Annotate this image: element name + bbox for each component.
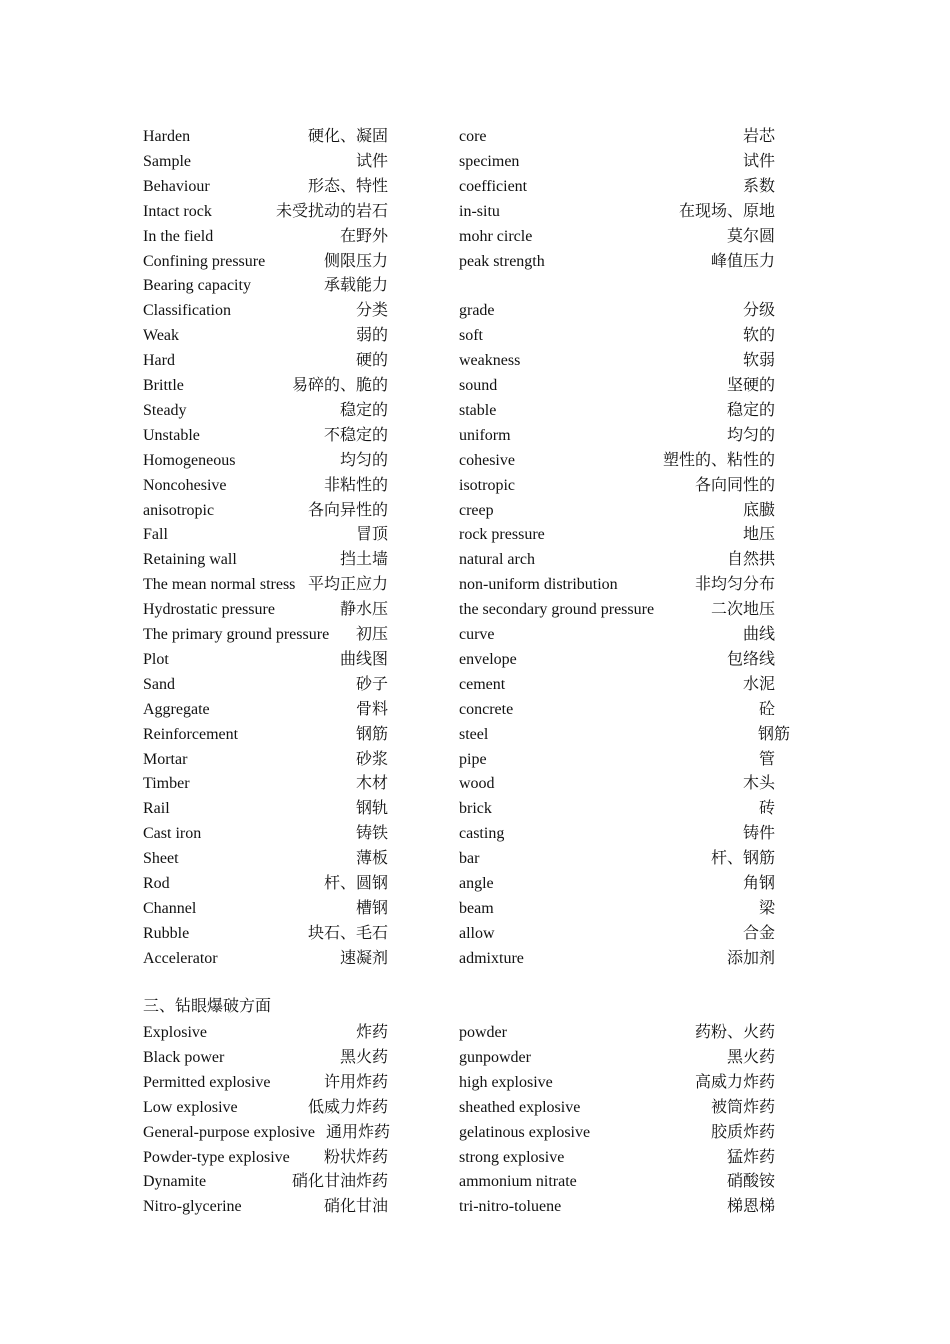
left-chinese-term: 黑火药 <box>339 1048 388 1066</box>
right-english-term: steel <box>459 725 489 743</box>
right-chinese-term: 木头 <box>742 775 775 793</box>
left-english-term: Channel <box>143 899 197 917</box>
right-chinese-term: 猛炸药 <box>726 1148 775 1166</box>
left-chinese-term: 许用炸药 <box>323 1073 388 1091</box>
left-chinese-term: 承载能力 <box>323 277 388 295</box>
glossary-row <box>0 847 950 872</box>
right-chinese-term: 在现场、原地 <box>678 202 775 220</box>
left-english-term: Aggregate <box>143 700 210 718</box>
right-chinese-term: 被筒炸药 <box>710 1098 775 1116</box>
glossary-row <box>0 523 950 548</box>
right-chinese-term: 钢筋 <box>757 725 790 743</box>
glossary-row <box>0 648 950 673</box>
left-english-term: Brittle <box>143 377 184 394</box>
glossary-row <box>0 250 950 275</box>
right-chinese-term: 软弱 <box>742 352 775 370</box>
left-chinese-term: 钢筋 <box>355 725 388 743</box>
right-chinese-term: 包络线 <box>726 650 775 668</box>
right-english-term: weakness <box>459 352 521 370</box>
right-english-term: creep <box>459 501 494 519</box>
left-english-term: Mortar <box>143 750 188 768</box>
glossary-row <box>0 573 950 598</box>
left-english-term: Accelerator <box>143 949 218 967</box>
right-english-term: angle <box>459 875 494 892</box>
left-chinese-term: 薄板 <box>355 850 388 868</box>
left-english-term: Behaviour <box>143 177 210 195</box>
glossary-row <box>0 299 950 324</box>
right-chinese-term: 自然拱 <box>726 551 775 569</box>
right-english-term: concrete <box>459 700 514 718</box>
right-english-term: non-uniform distribution <box>459 576 618 594</box>
left-chinese-term: 冒顶 <box>355 526 388 544</box>
right-chinese-term: 坚硬的 <box>726 377 775 394</box>
left-english-term: The mean normal stress <box>143 576 296 594</box>
left-english-term: Confining pressure <box>143 252 266 270</box>
glossary-row <box>0 175 950 200</box>
right-english-term: wood <box>459 775 495 793</box>
right-chinese-term: 峰值压力 <box>710 252 775 270</box>
left-english-term: Black power <box>143 1048 225 1066</box>
glossary-row <box>0 723 950 748</box>
left-chinese-term: 硬化、凝固 <box>307 128 388 145</box>
left-chinese-term: 易碎的、脆的 <box>291 377 388 394</box>
left-english-term: In the field <box>143 227 214 245</box>
glossary-row <box>0 424 950 449</box>
glossary-row <box>0 598 950 623</box>
right-chinese-term: 梯恩梯 <box>726 1198 775 1216</box>
left-english-term: Hard <box>143 352 175 370</box>
left-chinese-term: 通用炸药 <box>325 1123 390 1141</box>
right-english-term: high explosive <box>459 1073 553 1091</box>
right-english-term: gunpowder <box>459 1048 531 1066</box>
left-english-term: Explosive <box>143 1024 207 1041</box>
right-english-term: isotropic <box>459 476 515 494</box>
left-chinese-term: 硬的 <box>355 352 388 370</box>
right-english-term: strong explosive <box>459 1148 565 1166</box>
glossary-row <box>0 1146 950 1171</box>
left-chinese-term: 平均正应力 <box>307 576 388 594</box>
glossary-row <box>0 200 950 225</box>
glossary-row <box>0 449 950 474</box>
glossary-row <box>0 150 950 175</box>
glossary-row <box>0 947 950 972</box>
section-heading: 三、钻眼爆破方面 <box>143 998 272 1015</box>
right-english-term: rock pressure <box>459 526 545 544</box>
right-chinese-term: 莫尔圆 <box>726 227 775 245</box>
right-chinese-term: 系数 <box>742 177 775 195</box>
left-chinese-term: 粉状炸药 <box>323 1148 388 1166</box>
left-chinese-term: 炸药 <box>355 1024 388 1041</box>
right-english-term: in-situ <box>459 202 500 220</box>
left-chinese-term: 低威力炸药 <box>307 1098 388 1116</box>
left-chinese-term: 未受扰动的岩石 <box>275 202 388 220</box>
glossary-row <box>0 1021 950 1046</box>
left-chinese-term: 稳定的 <box>339 401 388 419</box>
left-english-term: Rail <box>143 800 170 818</box>
right-english-term: beam <box>459 899 494 917</box>
glossary-row <box>0 922 950 947</box>
right-english-term: cement <box>459 675 506 693</box>
glossary-row <box>0 324 950 349</box>
right-english-term: natural arch <box>459 551 535 569</box>
right-chinese-term: 塑性的、粘性的 <box>662 451 775 469</box>
left-chinese-term: 速凝剂 <box>339 949 388 967</box>
left-english-term: The primary ground pressure <box>143 626 330 643</box>
right-english-term: sheathed explosive <box>459 1098 581 1116</box>
left-english-term: Powder-type explosive <box>143 1148 290 1166</box>
right-chinese-term: 稳定的 <box>726 401 775 419</box>
left-chinese-term: 木材 <box>355 775 388 793</box>
left-chinese-term: 块石、毛石 <box>307 924 388 942</box>
right-english-term: core <box>459 128 487 145</box>
right-chinese-term: 各向同性的 <box>694 476 775 494</box>
left-chinese-term: 弱的 <box>355 327 388 345</box>
left-chinese-term: 铸铁 <box>355 825 388 843</box>
left-chinese-term: 砂浆 <box>355 750 388 768</box>
left-chinese-term: 在野外 <box>339 227 388 245</box>
right-english-term: admixture <box>459 949 524 967</box>
left-chinese-term: 挡土墙 <box>339 551 388 569</box>
right-english-term: bar <box>459 850 480 868</box>
left-english-term: Dynamite <box>143 1173 207 1191</box>
left-chinese-term: 均匀的 <box>339 451 388 469</box>
right-english-term: pipe <box>459 750 487 768</box>
glossary-row <box>0 499 950 524</box>
left-english-term: anisotropic <box>143 501 215 519</box>
glossary-row <box>0 399 950 424</box>
right-chinese-term: 管 <box>758 750 775 768</box>
left-english-term: General-purpose explosive <box>143 1123 315 1141</box>
right-english-term: specimen <box>459 152 520 170</box>
left-english-term: Bearing capacity <box>143 277 251 295</box>
left-chinese-term: 形态、特性 <box>307 177 388 195</box>
glossary-row <box>0 349 950 374</box>
right-chinese-term: 胶质炸药 <box>710 1123 775 1141</box>
right-chinese-term: 梁 <box>758 899 775 917</box>
right-english-term: tri-nitro-toluene <box>459 1198 562 1216</box>
left-english-term: Timber <box>143 775 190 793</box>
right-english-term: the secondary ground pressure <box>459 601 655 619</box>
glossary-row <box>0 225 950 250</box>
left-chinese-term: 硝化甘油 <box>323 1198 388 1216</box>
right-chinese-term: 二次地压 <box>710 601 775 619</box>
glossary-row <box>0 623 950 648</box>
right-chinese-term: 曲线 <box>742 626 775 643</box>
glossary-row <box>0 1195 950 1220</box>
left-english-term: Hydrostatic pressure <box>143 601 275 619</box>
left-chinese-term: 侧限压力 <box>323 252 388 270</box>
right-english-term: stable <box>459 401 497 419</box>
right-chinese-term: 试件 <box>742 152 775 170</box>
right-chinese-term: 底臌 <box>742 501 775 519</box>
right-english-term: casting <box>459 825 505 843</box>
glossary-row <box>0 125 950 150</box>
glossary-row <box>0 822 950 847</box>
left-english-term: Intact rock <box>143 202 212 220</box>
left-english-term: Unstable <box>143 426 200 444</box>
left-english-term: Weak <box>143 327 180 345</box>
right-chinese-term: 水泥 <box>742 675 775 693</box>
left-english-term: Sample <box>143 152 191 170</box>
right-chinese-term: 铸件 <box>742 825 775 843</box>
right-chinese-term: 药粉、火药 <box>694 1024 775 1041</box>
left-english-term: Harden <box>143 128 191 145</box>
left-english-term: Retaining wall <box>143 551 237 569</box>
right-english-term: peak strength <box>459 252 545 270</box>
right-english-term: curve <box>459 626 495 643</box>
glossary-row <box>0 748 950 773</box>
left-english-term: Permitted explosive <box>143 1073 271 1091</box>
right-english-term: grade <box>459 302 495 320</box>
glossary-row <box>0 673 950 698</box>
glossary-row <box>0 474 950 499</box>
left-chinese-term: 槽钢 <box>355 899 388 917</box>
left-english-term: Low explosive <box>143 1098 238 1116</box>
right-english-term: sound <box>459 377 498 394</box>
right-english-term: allow <box>459 924 495 942</box>
glossary-row <box>0 1046 950 1071</box>
left-english-term: Classification <box>143 302 231 320</box>
right-english-term: cohesive <box>459 451 515 469</box>
right-chinese-term: 砖 <box>758 800 775 818</box>
right-english-term: ammonium nitrate <box>459 1173 577 1191</box>
left-english-term: Noncohesive <box>143 476 227 494</box>
left-chinese-term: 静水压 <box>339 601 388 619</box>
right-english-term: powder <box>459 1024 507 1041</box>
left-chinese-term: 杆、圆钢 <box>323 875 388 892</box>
left-english-term: Fall <box>143 526 168 544</box>
left-english-term: Plot <box>143 650 169 668</box>
right-chinese-term: 合金 <box>742 924 775 942</box>
right-chinese-term: 硝酸铵 <box>726 1173 775 1191</box>
left-chinese-term: 各向异性的 <box>307 501 388 519</box>
left-english-term: Cast iron <box>143 825 202 843</box>
left-english-term: Nitro-glycerine <box>143 1198 242 1216</box>
right-chinese-term: 非均匀分布 <box>694 576 775 594</box>
left-chinese-term: 骨料 <box>355 700 388 718</box>
right-chinese-term: 均匀的 <box>726 426 775 444</box>
right-english-term: gelatinous explosive <box>459 1123 591 1141</box>
right-chinese-term: 软的 <box>742 327 775 345</box>
right-english-term: envelope <box>459 650 517 668</box>
left-english-term: Reinforcement <box>143 725 239 743</box>
glossary-row <box>0 872 950 897</box>
right-chinese-term: 分级 <box>742 302 775 320</box>
right-chinese-term: 添加剂 <box>726 949 775 967</box>
right-chinese-term: 黑火药 <box>726 1048 775 1066</box>
glossary-row <box>0 548 950 573</box>
glossary-row <box>0 1170 950 1195</box>
left-chinese-term: 硝化甘油炸药 <box>291 1173 388 1191</box>
right-chinese-term: 砼 <box>758 700 775 718</box>
left-chinese-term: 砂子 <box>355 675 388 693</box>
glossary-row <box>0 1121 950 1146</box>
glossary-row <box>0 274 950 299</box>
left-chinese-term: 钢轨 <box>355 800 388 818</box>
right-english-term: uniform <box>459 426 511 444</box>
left-english-term: Rod <box>143 875 170 892</box>
right-english-term: brick <box>459 800 492 818</box>
left-chinese-term: 初压 <box>355 626 388 643</box>
left-chinese-term: 不稳定的 <box>323 426 388 444</box>
left-chinese-term: 非粘性的 <box>323 476 388 494</box>
glossary-row <box>0 1071 950 1096</box>
right-chinese-term: 角钢 <box>742 875 775 892</box>
glossary-row <box>0 698 950 723</box>
left-english-term: Sheet <box>143 850 179 868</box>
left-english-term: Steady <box>143 401 187 419</box>
left-english-term: Sand <box>143 675 175 693</box>
glossary-row <box>0 772 950 797</box>
left-english-term: Homogeneous <box>143 451 236 469</box>
right-english-term: coefficient <box>459 177 528 195</box>
right-chinese-term: 地压 <box>742 526 775 544</box>
left-chinese-term: 分类 <box>355 302 388 320</box>
glossary-row <box>0 797 950 822</box>
glossary-row <box>0 1096 950 1121</box>
left-english-term: Rubble <box>143 924 190 942</box>
glossary-row <box>0 897 950 922</box>
right-english-term: mohr circle <box>459 227 533 245</box>
right-english-term: soft <box>459 327 483 345</box>
glossary-row <box>0 374 950 399</box>
left-chinese-term: 曲线图 <box>339 650 388 668</box>
right-chinese-term: 岩芯 <box>742 128 775 145</box>
left-chinese-term: 试件 <box>355 152 388 170</box>
right-chinese-term: 杆、钢筋 <box>710 850 775 868</box>
right-chinese-term: 高威力炸药 <box>694 1073 775 1091</box>
